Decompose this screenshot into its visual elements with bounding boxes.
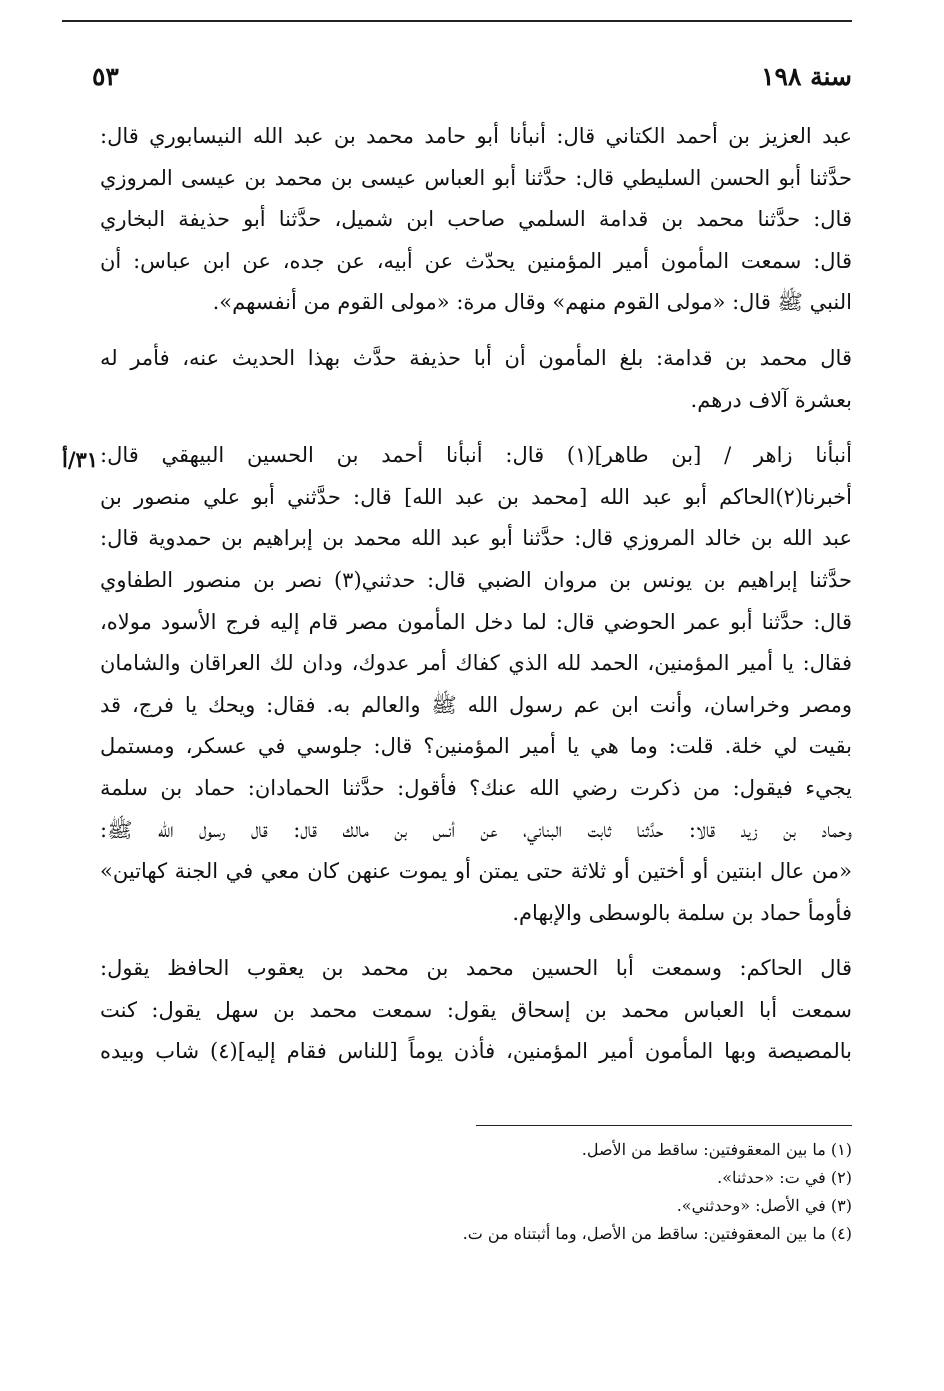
footnotes — [100, 1136, 852, 1248]
text-line: عبد العزيز بن أحمد الكتاني قال: أنبأنا أبو حامد محمد بن عبد الله النيسابوري قال: — [100, 124, 852, 148]
paragraph — [100, 116, 852, 324]
header-rule — [62, 20, 852, 22]
text-line: قال: حدَّثنا محمد بن قدامة السلمي صاحب ابن شميل، حدَّثنا أبو حذيفة البخاري — [100, 207, 852, 232]
text-line: فقال: يا أمير المؤمنين، الحمد لله الذي كفاك أمر عدوك، ودان لك العراقان والشامان — [100, 651, 852, 676]
text-line: بالمصيصة وبها المأمون أمير المؤمنين، فأذن يوماً [للناس فقام إليه](٤) شاب وبيده — [100, 1039, 852, 1064]
text-line: حدَّثنا إبراهيم بن يونس بن مروان الضبي قال: حدثني(٣) نصر بن منصور الطفاوي — [100, 567, 852, 592]
text-line: قال الحاكم: وسمعت أبا الحسين محمد بن محمد بن يعقوب الحافظ يقول: — [100, 956, 852, 981]
text-line: بعشرة آلاف درهم. — [690, 387, 852, 412]
footnote-rule — [476, 1125, 852, 1126]
manuscript-folio-note: ٣١/أ — [62, 447, 99, 472]
main-text — [100, 116, 852, 1073]
running-head: سنة ١٩٨ — [761, 62, 852, 91]
text-line: أخبرنا(٢)الحاكم أبو عبد الله [محمد بن عبد الله] قال: حدَّثني أبو علي منصور بن — [100, 484, 852, 509]
text-line: قال: حدَّثنا أبو عمر الحوضي قال: لما دخل المأمون مصر قام إليه فرج الأسود مولاه، — [100, 609, 852, 634]
paragraph — [100, 338, 852, 421]
footnote: (٣) في الأصل: «وحدثني». — [676, 1196, 852, 1215]
page-number: ٥٣ — [92, 62, 119, 91]
text-line: النبي ﷺ قال: «مولى القوم منهم» وقال مرة: «مولى القوم من أنفسهم». — [212, 290, 852, 315]
footnote: (٢) في ت: «حدثنا». — [717, 1168, 852, 1187]
text-line: أنبأنا زاهر / [بن طاهر](١) قال: أنبأنا أحمد بن الحسين البيهقي قال: — [100, 443, 852, 468]
text-line: حدَّثنا أبو الحسن السليطي قال: حدَّثنا أبو العباس عيسى بن محمد بن عيسى المروزي — [100, 165, 852, 190]
footnote: (٤) ما بين المعقوفتين: ساقط من الأصل، وما أثبتناه من ت. — [462, 1224, 852, 1243]
footnote: (١) ما بين المعقوفتين: ساقط من الأصل. — [581, 1140, 852, 1159]
text-line: «من عال ابنتين أو أختين أو ثلاثة حتى يمتن أو يموت عنهن كان معي في الجنة كهاتين» — [100, 859, 852, 884]
text-line: وحماد بن زيد قالا: حدَّثنا ثابت البناني، عن أنس بن مالك قال: قال رسول الله ﷺ: — [100, 817, 852, 842]
text-line: قال: سمعت المأمون أمير المؤمنين يحدّث عن أبيه، عن جده، عن ابن عباس: أن — [100, 248, 852, 273]
text-line: يجيء فيقول: من ذكرت رضي الله عنك؟ فأقول: حدَّثنا الحمادان: حماد بن سلمة — [100, 775, 852, 800]
text-line: عبد الله بن خالد المروزي قال: حدَّثنا أبو عبد الله محمد بن إبراهيم بن حمدوية قال: — [100, 526, 852, 551]
text-line: قال محمد بن قدامة: بلغ المأمون أن أبا حذيفة حدَّث بهذا الحديث عنه، فأمر له — [100, 345, 852, 370]
page-header — [92, 62, 852, 102]
paragraph — [100, 948, 852, 1073]
text-line: ومصر وخراسان، وأنت ابن عم رسول الله ﷺ والعالم به. فقال: ويحك يا فرج، قد — [100, 692, 852, 717]
text-line: فأومأ حماد بن سلمة بالوسطى والإبهام. — [512, 900, 852, 925]
text-line: بقيت لي خلة. قلت: وما هي يا أمير المؤمنين؟ قال: جلوسي في عسكر، ومستمل — [100, 734, 852, 759]
paragraph — [100, 435, 852, 934]
text-line: سمعت أبا العباس محمد بن إسحاق يقول: سمعت محمد بن سهل يقول: كنت — [100, 997, 852, 1022]
